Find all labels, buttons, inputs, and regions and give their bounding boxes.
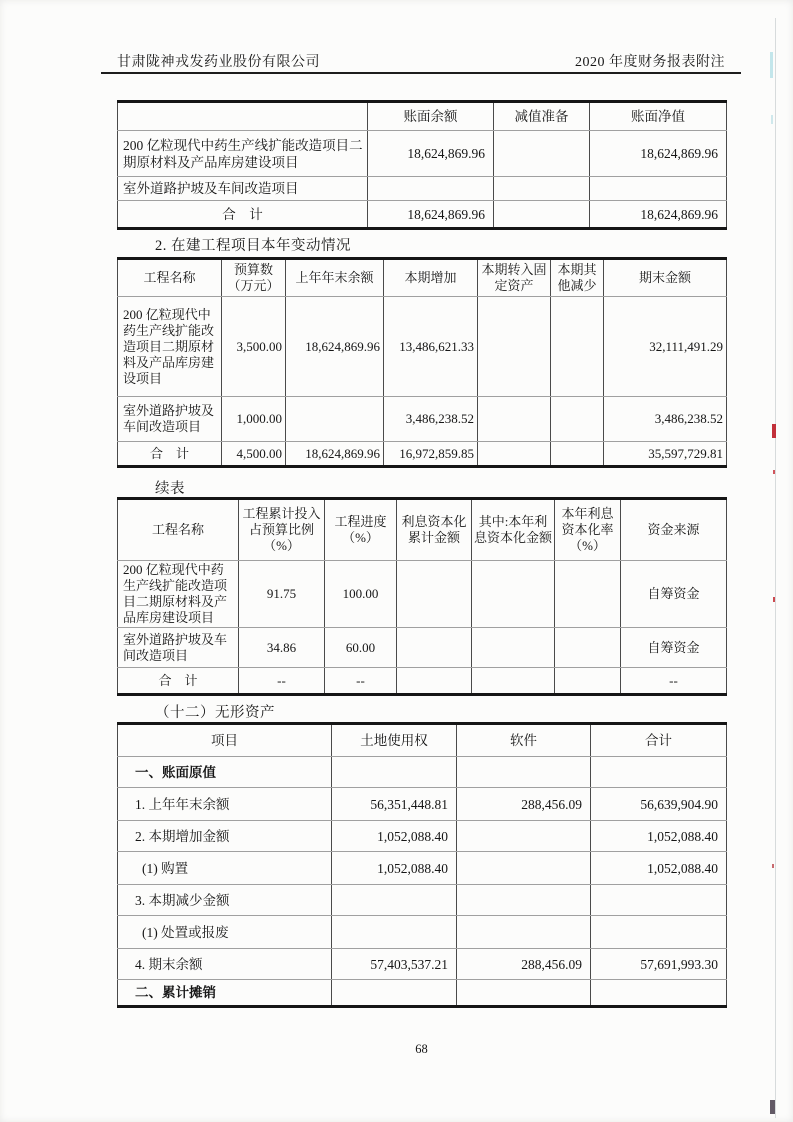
cell-value: -- xyxy=(621,668,727,695)
cell-value xyxy=(494,201,590,229)
column-header: 资金来源 xyxy=(621,499,727,561)
cell-value: 1,052,088.40 xyxy=(332,852,457,885)
scan-artifact xyxy=(770,1100,775,1114)
book-value-table xyxy=(117,100,727,230)
scan-artifact xyxy=(770,52,773,78)
column-header: 工程名称 xyxy=(118,499,239,561)
cell-value xyxy=(494,131,590,177)
cell-value: 57,691,993.30 xyxy=(591,949,727,980)
total-row xyxy=(118,201,727,229)
cell-value: 56,351,448.81 xyxy=(332,788,457,821)
cell-value xyxy=(478,297,551,397)
cell-value xyxy=(555,561,621,628)
cell-value xyxy=(472,561,555,628)
cell-value xyxy=(286,397,384,442)
cell-value: 18,624,869.96 xyxy=(286,442,384,467)
column-header: 合计 xyxy=(591,724,727,757)
cell-value xyxy=(478,442,551,467)
cell-value xyxy=(551,297,604,397)
column-header xyxy=(118,102,368,131)
table-row xyxy=(118,628,727,668)
row-label: 200 亿粒现代中药生产线扩能改造项目二期原材料及产品库房建设项目 xyxy=(118,131,368,177)
column-header: 账面余额 xyxy=(368,102,494,131)
cell-value xyxy=(478,397,551,442)
table-row xyxy=(118,980,727,1007)
cell-value: 100.00 xyxy=(325,561,397,628)
page-number: 68 xyxy=(415,1042,428,1056)
continued-table-label: 续表 xyxy=(155,481,185,497)
section-title-intangible-assets: （十二）无形资产 xyxy=(155,705,275,721)
cell-value xyxy=(555,628,621,668)
cell-value: 32,111,491.29 xyxy=(604,297,727,397)
cell-value xyxy=(551,397,604,442)
cell-value: 18,624,869.96 xyxy=(286,297,384,397)
scan-artifact xyxy=(772,424,776,438)
column-header: 工程累计投入占预算比例（%） xyxy=(239,499,325,561)
column-header: 预算数（万元） xyxy=(222,259,286,297)
cell-value xyxy=(332,757,457,788)
row-label: 1. 上年年末余额 xyxy=(118,788,332,821)
header-rule xyxy=(101,72,741,74)
scan-artifact xyxy=(771,115,773,124)
table-row xyxy=(118,177,727,201)
cell-value: 34.86 xyxy=(239,628,325,668)
column-header: 本年利息资本化率（%） xyxy=(555,499,621,561)
row-label: 室外道路护坡及车间改造项目 xyxy=(118,628,239,668)
column-header: 期末金额 xyxy=(604,259,727,297)
table-row xyxy=(118,852,727,885)
cell-value: 自筹资金 xyxy=(621,561,727,628)
table-row xyxy=(118,885,727,916)
cell-value: 1,052,088.40 xyxy=(332,821,457,852)
cell-value xyxy=(457,757,591,788)
cell-value xyxy=(591,885,727,916)
cell-value xyxy=(332,916,457,949)
cell-value xyxy=(591,757,727,788)
cell-value xyxy=(332,980,457,1007)
cell-value: 60.00 xyxy=(325,628,397,668)
table-header-row xyxy=(118,724,727,757)
row-label: 2. 本期增加金额 xyxy=(118,821,332,852)
cell-value xyxy=(397,628,472,668)
row-label: 200 亿粒现代中药生产线扩能改造项目二期原材料及产品库房建设项目 xyxy=(118,561,239,628)
cell-value: 1,052,088.40 xyxy=(591,852,727,885)
table-row xyxy=(118,297,727,397)
cell-value: 288,456.09 xyxy=(457,788,591,821)
cell-value xyxy=(551,442,604,467)
cell-value: 自筹资金 xyxy=(621,628,727,668)
cell-value: 18,624,869.96 xyxy=(368,131,494,177)
row-label: 3. 本期减少金额 xyxy=(118,885,332,916)
cell-value: -- xyxy=(239,668,325,695)
cell-value xyxy=(397,561,472,628)
cell-value: 18,624,869.96 xyxy=(368,201,494,229)
cell-value: 1,052,088.40 xyxy=(591,821,727,852)
cell-value xyxy=(368,177,494,201)
cell-value xyxy=(591,980,727,1007)
cell-value xyxy=(457,821,591,852)
cell-value xyxy=(591,916,727,949)
table-row xyxy=(118,916,727,949)
cell-value xyxy=(457,852,591,885)
column-header: 本期转入固定资产 xyxy=(478,259,551,297)
company-name: 甘肃陇神戎发药业股份有限公司 xyxy=(117,55,320,70)
table-row xyxy=(118,949,727,980)
column-header: 利息资本化累计金额 xyxy=(397,499,472,561)
cell-value: 4,500.00 xyxy=(222,442,286,467)
row-label: 4. 期末余额 xyxy=(118,949,332,980)
cell-value: 3,486,238.52 xyxy=(384,397,478,442)
table-row xyxy=(118,757,727,788)
row-label: 室外道路护坡及车间改造项目 xyxy=(118,397,222,442)
column-header: 土地使用权 xyxy=(332,724,457,757)
column-header: 账面净值 xyxy=(590,102,727,131)
total-row xyxy=(118,668,727,695)
cell-value xyxy=(472,628,555,668)
row-label: 200 亿粒现代中药生产线扩能改造项目二期原材料及产品库房建设项目 xyxy=(118,297,222,397)
cell-value xyxy=(590,177,727,201)
total-label: 合 计 xyxy=(118,442,222,467)
row-label: (1) 处置或报废 xyxy=(118,916,332,949)
column-header: 项目 xyxy=(118,724,332,757)
cell-value xyxy=(457,885,591,916)
table-row xyxy=(118,561,727,628)
cell-value: 18,624,869.96 xyxy=(590,201,727,229)
column-header: 工程名称 xyxy=(118,259,222,297)
column-header: 其中:本年利息资本化金额 xyxy=(472,499,555,561)
total-label: 合 计 xyxy=(118,201,368,229)
table-row xyxy=(118,397,727,442)
cell-value xyxy=(457,916,591,949)
cell-value: 18,624,869.96 xyxy=(590,131,727,177)
cell-value: 91.75 xyxy=(239,561,325,628)
cell-value xyxy=(472,668,555,695)
cell-value: 13,486,621.33 xyxy=(384,297,478,397)
row-label: 室外道路护坡及车间改造项目 xyxy=(118,177,368,201)
cell-value: 56,639,904.90 xyxy=(591,788,727,821)
scan-edge-line xyxy=(775,18,776,1118)
cell-value: 57,403,537.21 xyxy=(332,949,457,980)
intangible-assets-table xyxy=(117,722,727,1008)
column-header: 上年年末余额 xyxy=(286,259,384,297)
cell-value: 16,972,859.85 xyxy=(384,442,478,467)
cell-value: -- xyxy=(325,668,397,695)
scan-artifact xyxy=(773,470,775,474)
construction-change-table xyxy=(117,257,727,468)
scan-artifact xyxy=(772,864,774,868)
column-header: 本期其他减少 xyxy=(551,259,604,297)
column-header: 减值准备 xyxy=(494,102,590,131)
scan-artifact xyxy=(773,597,775,602)
total-row xyxy=(118,442,727,467)
row-label: (1) 购置 xyxy=(118,852,332,885)
construction-continued-table xyxy=(117,497,727,696)
cell-value xyxy=(494,177,590,201)
cell-value: 35,597,729.81 xyxy=(604,442,727,467)
table-row xyxy=(118,788,727,821)
table-header-row xyxy=(118,102,727,131)
total-label: 合 计 xyxy=(118,668,239,695)
cell-value xyxy=(555,668,621,695)
cell-value: 3,486,238.52 xyxy=(604,397,727,442)
column-header: 工程进度（%） xyxy=(325,499,397,561)
row-label: 一、账面原值 xyxy=(118,757,332,788)
cell-value xyxy=(457,980,591,1007)
cell-value: 1,000.00 xyxy=(222,397,286,442)
column-header: 本期增加 xyxy=(384,259,478,297)
cell-value xyxy=(332,885,457,916)
cell-value: 288,456.09 xyxy=(457,949,591,980)
column-header: 软件 xyxy=(457,724,591,757)
row-label: 二、累计摊销 xyxy=(118,980,332,1007)
table-header-row xyxy=(118,259,727,297)
table-row xyxy=(118,131,727,177)
table-row xyxy=(118,821,727,852)
table-header-row xyxy=(118,499,727,561)
section-title-construction-change: 2. 在建工程项目本年变动情况 xyxy=(155,238,351,254)
document-title: 2020 年度财务报表附注 xyxy=(575,55,725,70)
cell-value: 3,500.00 xyxy=(222,297,286,397)
cell-value xyxy=(397,668,472,695)
